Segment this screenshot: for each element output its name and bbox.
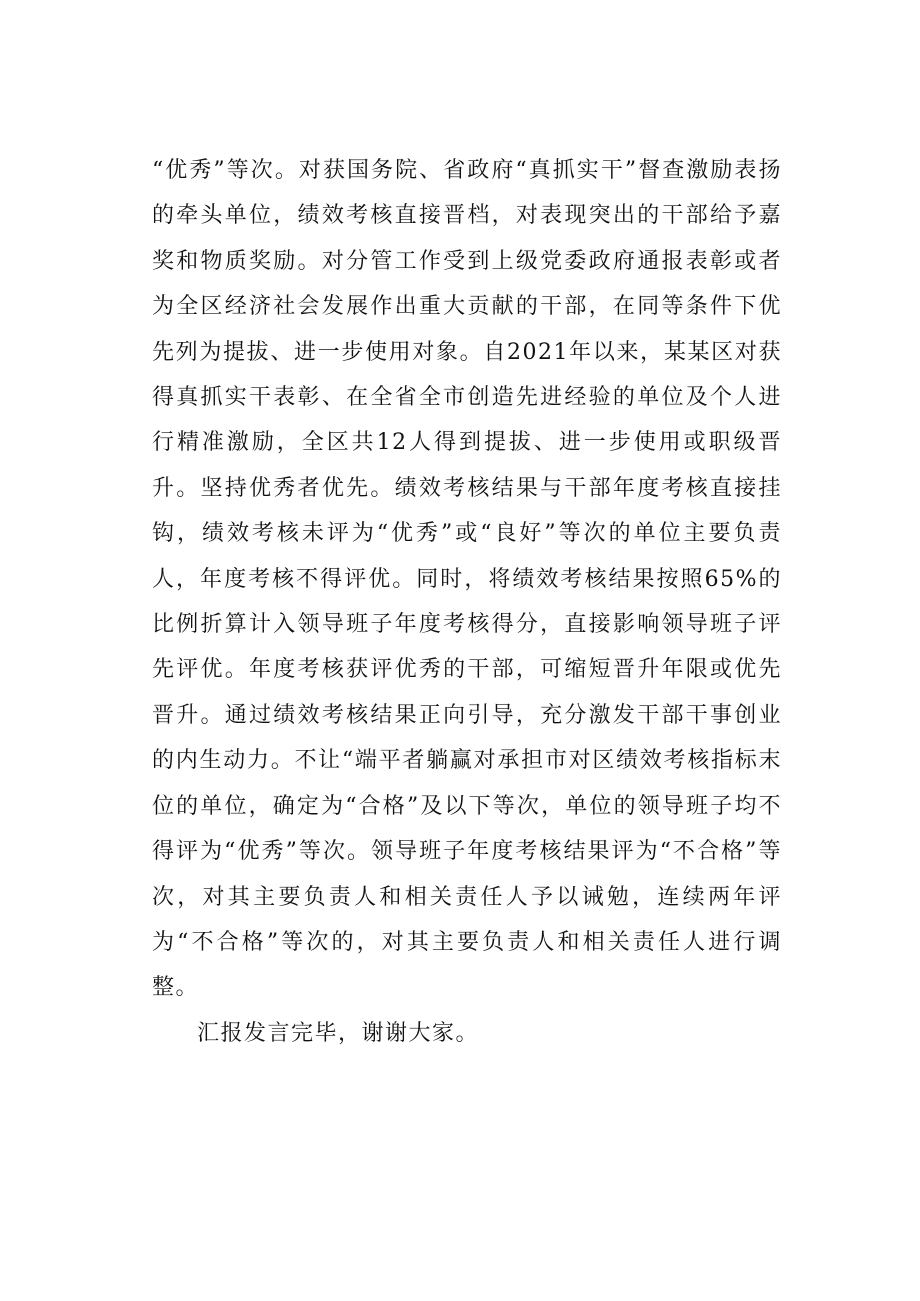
document-body — [152, 148, 782, 1056]
body-paragraph-incentives: “优秀”等次。对获国务院、省政府“真抓实干”督查激励表扬的牵头单位，绩效考核直接晋档，对表现突出的干部给予嘉奖和物质奖励。对分管工作受到上级党委政府通报表彰或者为全区经济社会发展作出重大贡献的干部，在同等条件下优先列为提拔、进一步使用对象。自2021年以来，某某区对获得真抓实干表彰、在全省全市创造先进经验的单位及个人进行精准激励，全区共12人得到提拔、进一步使用或职级晋升。坚持优秀者优先。绩效考核结果与干部年度考核直接挂钩，绩效考核未评为“优秀”或“良好”等次的单位主要负责人，年度考核不得评优。同时，将绩效考核结果按照65%的比例折算计入领导班子年度考核得分，直接影响领导班子评先评优。年度考核获评优秀的干部，可缩短晋升年限或优先晋升。通过绩效考核结果正向引导，充分激发干部干事创业的内生动力。不让“端平者躺赢对承担市对区绩效考核指标末位的单位，确定为“合格”及以下等次，单位的领导班子均不得评为“优秀”等次。领导班子年度考核结果评为“不合格”等次，对其主要负责人和相关责任人予以诫勉，连续两年评为“不合格”等次的，对其主要负责人和相关责任人进行调整。 — [152, 158, 782, 1001]
closing-paragraph: 汇报发言完毕，谢谢大家。 — [197, 1020, 480, 1046]
